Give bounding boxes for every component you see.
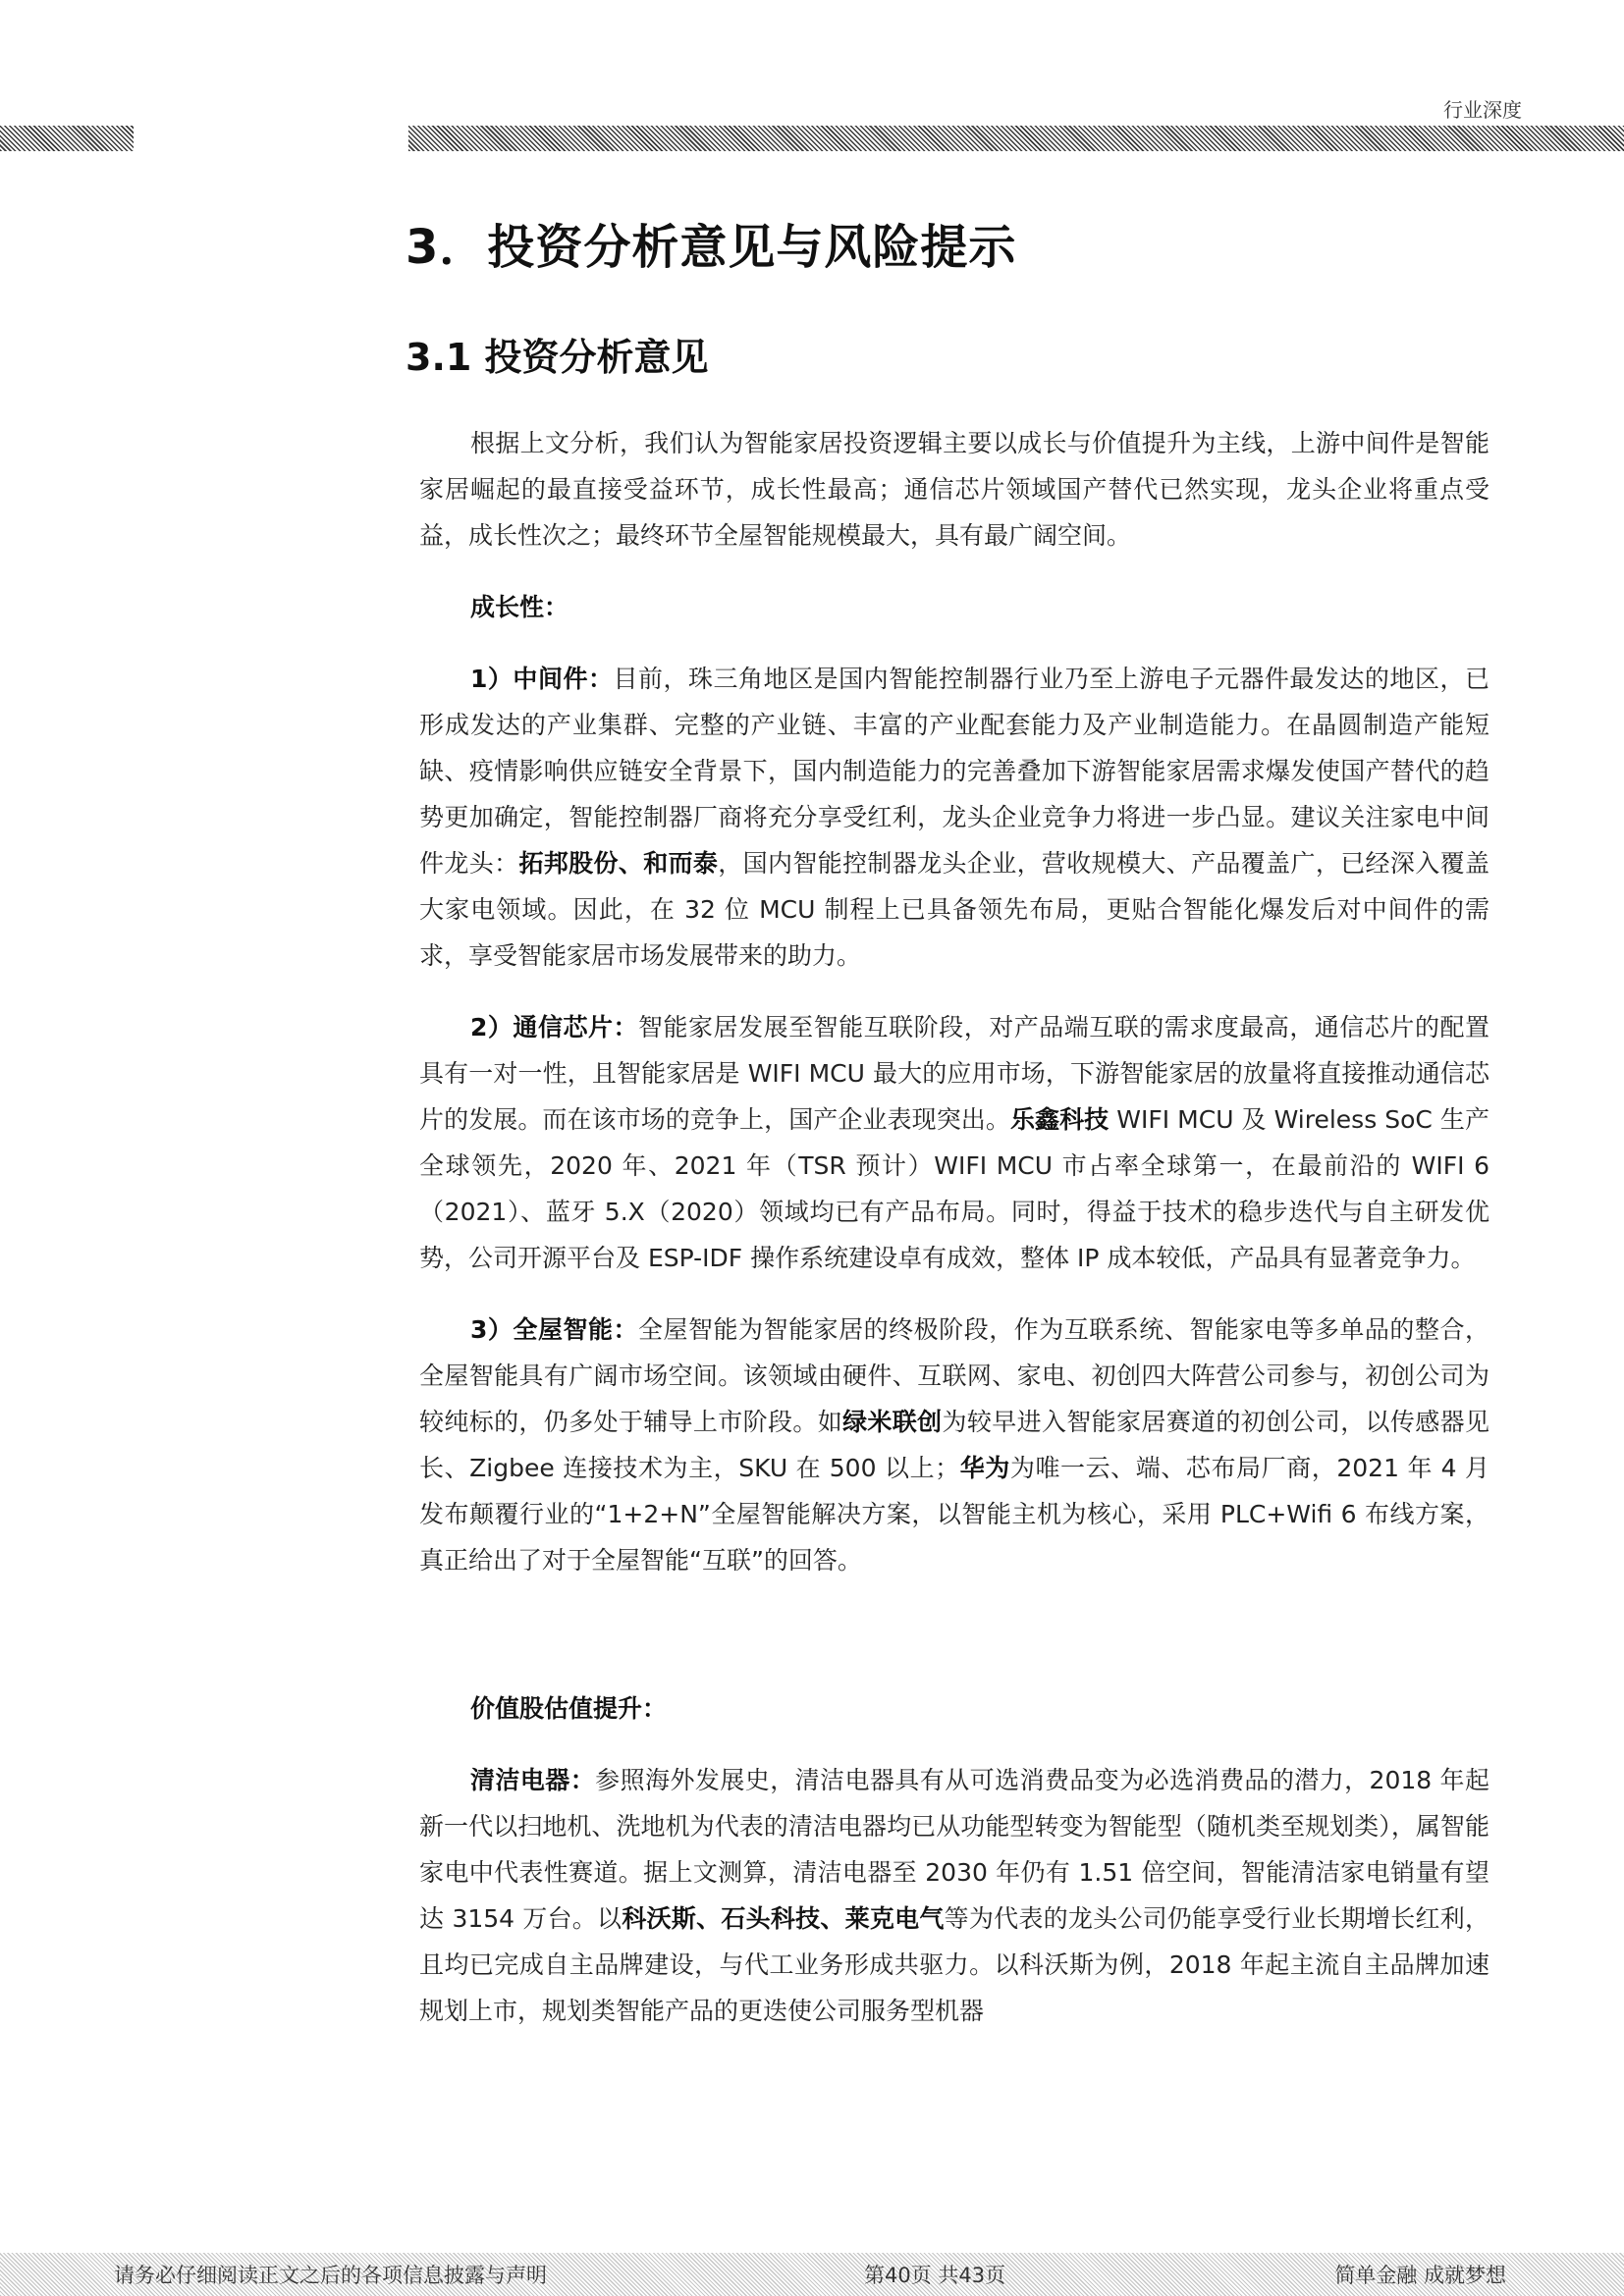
text-run: 全屋智能为智能家居的终极阶段，作为互联系统、智能家电等多单品的整合，全屋智能具有广阔市场空间。该领域由硬件、互联网、家电、初创四大阵营公司参与，初创公司为较纯标的，仍多处于辅导上市阶段。如 xyxy=(419,1315,1489,1436)
text-run: 智能家居发展至智能互联阶段，对产品端互联的需求度最高，通信芯片的配置具有一对一性，且智能家居是 WIFI MCU 最大的应用市场，下游智能家居的放量将直接推动通信芯片的发展。而在该市场的竞争上，国产企业表现突出。 xyxy=(419,1013,1489,1134)
bold-text-run: 3）全屋智能： xyxy=(470,1315,638,1344)
text-run: 为唯一云、端、芯布局厂商，2021 年 4 月发布颠覆行业的“1+2+N”全屋智能解决方案，以智能主机为核心，采用 PLC+Wifi 6 布线方案，真正给出了对于全屋智能“互联”的回答。 xyxy=(419,1454,1490,1575)
bold-text-run: 华为 xyxy=(959,1454,1010,1482)
text-run: WIFI MCU 及 Wireless SoC 生产全球领先，2020 年、2021 年（TSR 预计）WIFI MCU 市占率全球第一，在最前沿的 WIFI 6（2021）、蓝牙 5.X（2020）领域均已有产品布局。同时，得益于技术的稳步迭代与自主研发优势，公司开源平台及 ESP-IDF 操作系统建设卓有成效，整体 IP 成本较低，产品具有显著竞争力。 xyxy=(419,1105,1489,1272)
bold-text-run: 2）通信芯片： xyxy=(470,1013,638,1041)
body-paragraph xyxy=(419,1307,1489,1583)
body-paragraph xyxy=(419,1004,1489,1281)
footer-page-number: 第40页 共43页 xyxy=(864,2264,1006,2287)
bold-text-run: 清洁电器： xyxy=(470,1766,596,1794)
text-run: 目前，珠三角地区是国内智能控制器行业乃至上游电子元器件最发达的地区，已形成发达的产业集群、完整的产业链、丰富的产业配套能力及产业制造能力。在晶圆制造产能短缺、疫情影响供应链安全背景下，国内制造能力的完善叠加下游智能家居需求爆发使国产替代的趋势更加确定，智能控制器厂商将充分享受红利，龙头企业竞争力将进一步凸显。建议关注家电中间件龙头： xyxy=(419,665,1489,878)
text-run: 为较早进入智能家居赛道的初创公司，以传感器见长、Zigbee 连接技术为主，SKU 在 500 以上； xyxy=(419,1408,1489,1482)
header-decor-bar-right xyxy=(408,126,1624,151)
paragraph-gap xyxy=(419,1609,1489,1685)
body-paragraph xyxy=(419,420,1489,559)
bold-text-run: 1）中间件： xyxy=(470,665,614,693)
bold-text-run: 成长性： xyxy=(470,593,569,621)
text-run: ，国内智能控制器龙头企业，营收规模大、产品覆盖广，已经深入覆盖大家电领域。因此，在 32 位 MCU 制程上已具备领先布局，更贴合智能化爆发后对中间件的需求，享受智能家居市场发展带来的助力。 xyxy=(419,849,1489,970)
footer-disclaimer: 请务必仔细阅读正文之后的各项信息披露与声明 xyxy=(114,2264,547,2287)
bold-text-run: 科沃斯、石头科技、莱克电气 xyxy=(622,1904,945,1933)
header-decor-bar-left xyxy=(0,126,134,151)
section-heading: 3．投资分析意见与风险提示 xyxy=(406,220,1017,275)
footer-slogan: 简单金融 成就梦想 xyxy=(1334,2264,1506,2287)
body-paragraph xyxy=(419,1757,1489,2034)
bold-text-run: 绿米联创 xyxy=(842,1408,943,1436)
bold-text-run: 乐鑫科技 xyxy=(1009,1105,1110,1134)
bold-text-run: 价值股估值提升： xyxy=(470,1694,668,1723)
body-paragraph xyxy=(419,584,1489,630)
header-category-label: 行业深度 xyxy=(1443,98,1522,122)
text-run: 根据上文分析，我们认为智能家居投资逻辑主要以成长与价值提升为主线，上游中间件是智能家居崛起的最直接受益环节，成长性最高；通信芯片领域国产替代已然实现，龙头企业将重点受益，成长性次之；最终环节全屋智能规模最大，具有最广阔空间。 xyxy=(419,429,1489,550)
body-paragraph xyxy=(419,1685,1489,1732)
subsection-heading: 3.1 投资分析意见 xyxy=(406,336,709,379)
body-paragraph xyxy=(419,656,1489,979)
bold-text-run: 拓邦股份、和而泰 xyxy=(518,849,719,878)
body-content xyxy=(419,420,1489,2059)
text-run: 参照海外发展史，清洁电器具有从可选消费品变为必选消费品的潜力，2018 年起新一代以扫地机、洗地机为代表的清洁电器均已从功能型转变为智能型（随机类至规划类），属智能家电中代表性赛道。据上文测算，清洁电器至 2030 年仍有 1.51 倍空间，智能清洁家电销量有望达 3154 万台。以 xyxy=(419,1766,1489,1933)
text-run: 等为代表的龙头公司仍能享受行业长期增长红利，且均已完成自主品牌建设，与代工业务形成共驱力。以科沃斯为例，2018 年起主流自主品牌加速规划上市，规划类智能产品的更迭使公司服务型机器 xyxy=(419,1904,1489,2025)
